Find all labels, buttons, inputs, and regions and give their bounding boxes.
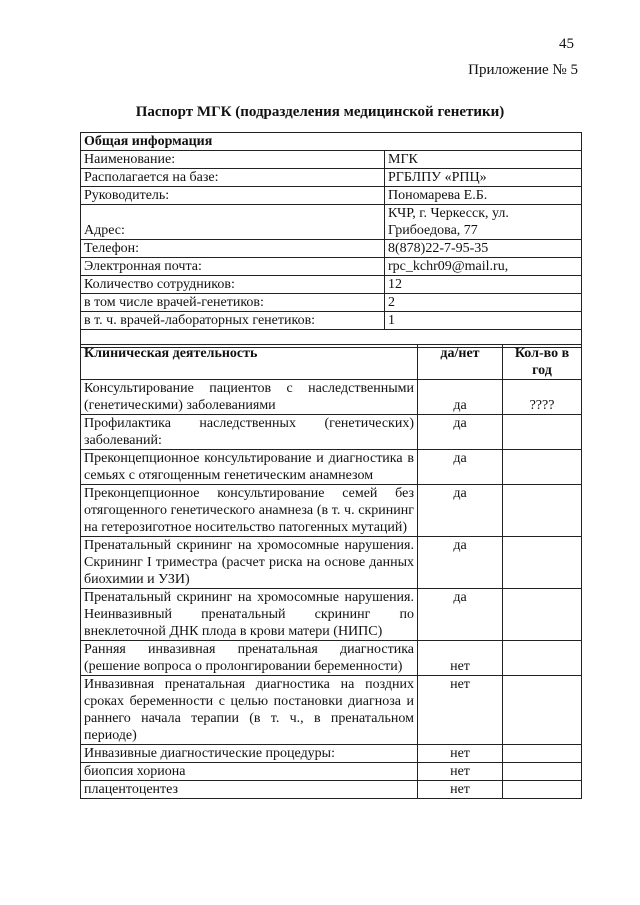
count-cell <box>503 763 582 781</box>
activity-cell: Пренатальный скрининг на хромосомные нарушения. Неинвазивный пренатальный скрининг по внеклеточной ДНК плода в крови матери (НИПС) <box>81 589 418 641</box>
count-cell <box>503 537 582 589</box>
head-value: Пономарева Е.Б. <box>385 187 582 205</box>
yes-no-cell: нет <box>418 745 503 763</box>
table-row <box>81 745 582 763</box>
table-row <box>81 537 582 589</box>
page-number: 45 <box>559 36 574 52</box>
general-info-heading-row <box>81 133 582 151</box>
document-title: Паспорт МГК (подразделения медицинской генетики) <box>135 104 505 120</box>
activity-cell: Инвазивные диагностические процедуры: <box>81 745 418 763</box>
yes-no-cell: нет <box>418 781 503 799</box>
table-row <box>81 312 582 330</box>
yes-no-cell: нет <box>418 763 503 781</box>
geneticists-label: в том числе врачей-генетиков: <box>81 294 385 312</box>
table-row <box>81 781 582 799</box>
count-cell <box>503 676 582 745</box>
appendix-label: Приложение № 5 <box>468 62 578 78</box>
base-value: РГБЛПУ «РПЦ» <box>385 169 582 187</box>
count-cell: ???? <box>503 380 582 415</box>
name-label: Наименование: <box>81 151 385 169</box>
count-cell <box>503 745 582 763</box>
geneticists-value: 2 <box>385 294 582 312</box>
table-row <box>81 151 582 169</box>
table-row <box>81 240 582 258</box>
name-value: МГК <box>385 151 582 169</box>
activity-cell: биопсия хориона <box>81 763 418 781</box>
table-row <box>81 169 582 187</box>
activity-cell: Преконцепционное консультирование и диагностика в семьях с отягощенным генетическим анамнезом <box>81 450 418 485</box>
table-row <box>81 589 582 641</box>
table-row <box>81 380 582 415</box>
yes-no-cell: да <box>418 450 503 485</box>
yes-no-cell: да <box>418 380 503 415</box>
email-label: Электронная почта: <box>81 258 385 276</box>
table-row <box>81 763 582 781</box>
table-row <box>81 187 582 205</box>
count-cell <box>503 450 582 485</box>
head-label: Руководитель: <box>81 187 385 205</box>
count-cell <box>503 781 582 799</box>
yes-no-cell: да <box>418 589 503 641</box>
phone-label: Телефон: <box>81 240 385 258</box>
activity-cell: плацентоцентез <box>81 781 418 799</box>
table-row <box>81 450 582 485</box>
activity-cell: Ранняя инвазивная пренатальная диагностика (решение вопроса о пролонгировании беременности) <box>81 641 418 676</box>
email-value: rpc_kchr09@mail.ru, <box>385 258 582 276</box>
table-row <box>81 641 582 676</box>
phone-value: 8(878)22-7-95-35 <box>385 240 582 258</box>
activity-header: Клиническая деятельность <box>81 345 418 380</box>
activity-cell: Преконцепционное консультирование семей без отягощенного генетического анамнеза (в т. ч. скрининг на гетерозиготное носительство патогенных мутаций) <box>81 485 418 537</box>
count-header: Кол-во в год <box>503 345 582 380</box>
address-value: КЧР, г. Черкесск, ул. Грибоедова, 77 <box>385 205 582 240</box>
address-label: Адрес: <box>81 205 385 240</box>
yes-no-cell: да <box>418 485 503 537</box>
table-row <box>81 485 582 537</box>
count-cell <box>503 485 582 537</box>
yes-no-cell: нет <box>418 641 503 676</box>
activity-cell: Пренатальный скрининг на хромосомные нарушения. Скрининг I триместра (расчет риска на основе данных биохимии и УЗИ) <box>81 537 418 589</box>
yes-no-cell: да <box>418 537 503 589</box>
yes-no-cell: да <box>418 415 503 450</box>
lab-geneticists-value: 1 <box>385 312 582 330</box>
count-cell <box>503 415 582 450</box>
table-row <box>81 205 582 240</box>
clinical-activity-table <box>80 344 582 799</box>
count-cell <box>503 589 582 641</box>
staff-count-label: Количество сотрудников: <box>81 276 385 294</box>
base-label: Располагается на базе: <box>81 169 385 187</box>
activity-cell: Профилактика наследственных (генетических) заболеваний: <box>81 415 418 450</box>
table-row <box>81 276 582 294</box>
count-cell <box>503 641 582 676</box>
table-row <box>81 415 582 450</box>
table-row <box>81 676 582 745</box>
staff-count-value: 12 <box>385 276 582 294</box>
yes-no-header: да/нет <box>418 345 503 380</box>
yes-no-cell: нет <box>418 676 503 745</box>
activity-cell: Консультирование пациентов с наследственными (генетическими) заболеваниями <box>81 380 418 415</box>
table-row <box>81 294 582 312</box>
table-row <box>81 258 582 276</box>
activity-cell: Инвазивная пренатальная диагностика на поздних сроках беременности с целью постановки диагноза и раннего начала терапии (в т. ч., в пренатальном периоде) <box>81 676 418 745</box>
lab-geneticists-label: в т. ч. врачей-лабораторных генетиков: <box>81 312 385 330</box>
general-info-heading: Общая информация <box>81 133 582 151</box>
clinical-header-row <box>81 345 582 380</box>
general-info-table <box>80 132 582 348</box>
